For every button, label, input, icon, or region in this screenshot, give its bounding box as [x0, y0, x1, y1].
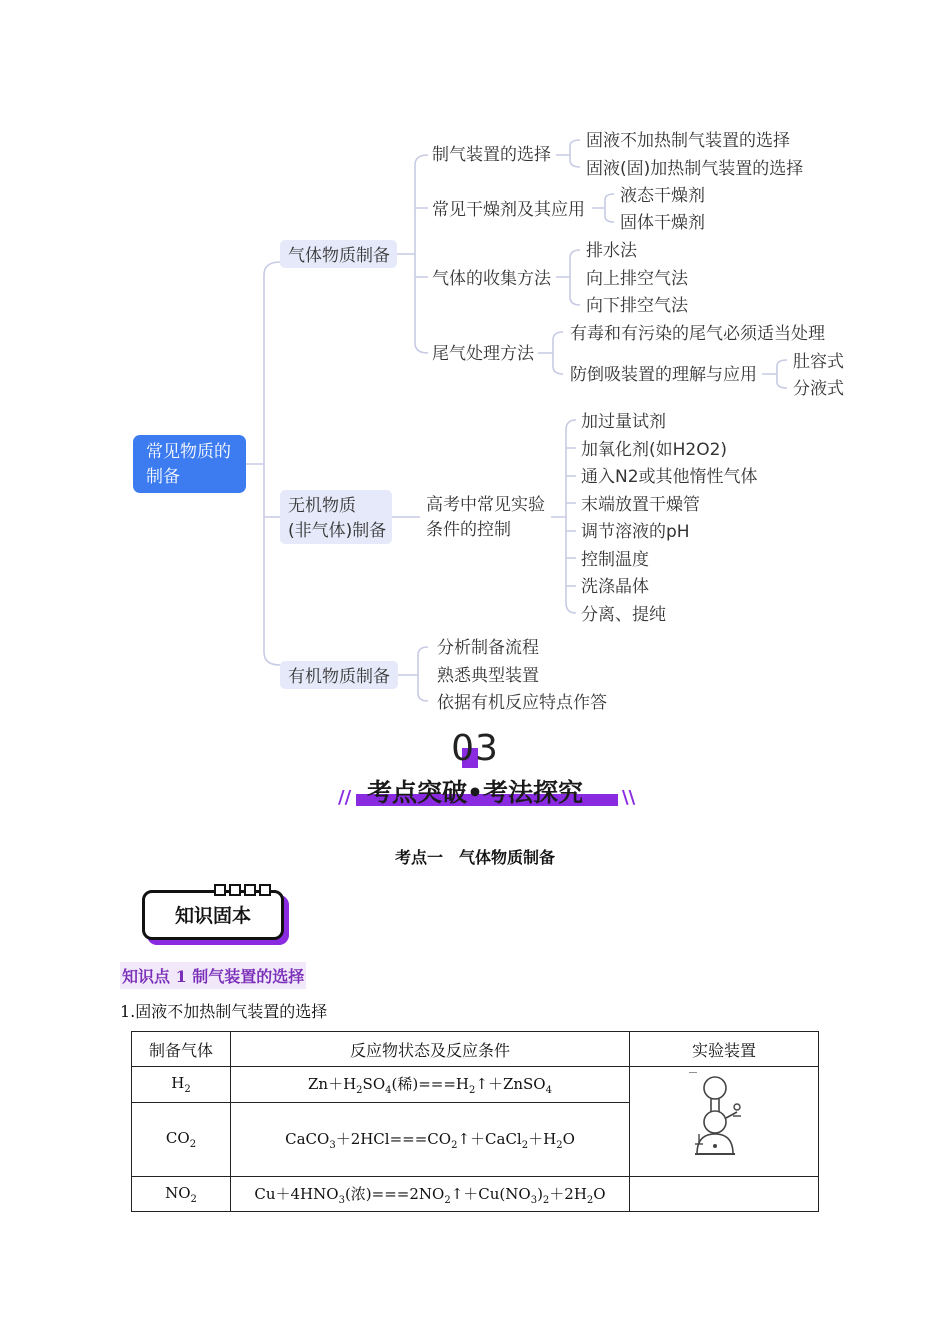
inorganic-item-3: 通入N2或其他惰性气体 [581, 467, 758, 487]
inorganic-item-8: 分离、提纯 [581, 605, 666, 625]
table-header-gas: 制备气体 [132, 1032, 231, 1067]
mindmap-root-line2: 制备 [146, 467, 180, 487]
inorganic-item-5: 调节溶液的pH [581, 522, 690, 542]
inorganic-item-7: 洗涤晶体 [581, 577, 649, 597]
branch-organic: 有机物质制备 [288, 667, 390, 687]
gas-collect: 气体的收集方法 [432, 269, 551, 289]
collect-item-1: 排水法 [586, 241, 637, 261]
device-item-1: 固液不加热制气装置的选择 [586, 131, 790, 151]
table-row [132, 1177, 819, 1212]
tail-sub-1: 肚容式 [793, 352, 844, 372]
device-item-2: 固液(固)加热制气装置的选择 [586, 159, 804, 179]
branch-inorganic-line2: (非气体)制备 [288, 521, 387, 541]
subheading: 考点一 气体物质制备 [394, 848, 555, 867]
collect-item-2: 向上排空气法 [586, 269, 688, 289]
inorganic-item-4: 末端放置干燥管 [581, 495, 700, 515]
cell-apparatus-empty [630, 1177, 819, 1212]
inorganic-child-line1: 高考中常见实验 [426, 495, 545, 515]
badge-dots [214, 884, 271, 896]
organic-item-1: 分析制备流程 [437, 638, 539, 658]
paragraph-1: 1.固液不加热制气装置的选择 [120, 1002, 328, 1021]
inorganic-item-2: 加氧化剂(如H2O2) [581, 440, 728, 460]
gas-tail: 尾气处理方法 [432, 344, 534, 364]
cell-apparatus [630, 1067, 819, 1177]
dryer-item-1: 液态干燥剂 [620, 186, 705, 206]
table-header-reaction: 反应物状态及反应条件 [231, 1032, 630, 1067]
inorganic-item-6: 控制温度 [581, 550, 649, 570]
knowledge-badge [142, 890, 284, 940]
cell-reaction-co2: $CaCO_3+2HCl===CO_2↑+CaCl_2+H_2O$ [231, 1103, 630, 1177]
organic-item-3: 依据有机反应特点作答 [437, 693, 607, 713]
table-row [132, 1067, 819, 1103]
cell-reaction-no2: $Cu+4HNO_3$(浓)$===2NO_2↑+Cu(NO_3)_2+2H_2O$ [231, 1177, 630, 1212]
collect-item-3: 向下排空气法 [586, 296, 688, 316]
branch-gas: 气体物质制备 [288, 246, 390, 266]
gas-preparation-table [131, 1031, 819, 1212]
mindmap-root-line1: 常见物质的 [146, 442, 231, 462]
gas-dryer: 常见干燥剂及其应用 [432, 200, 585, 220]
section-slash-right: \\ [622, 787, 636, 808]
section-number: 03 [451, 728, 499, 769]
tail-item-1: 有毒和有污染的尾气必须适当处理 [570, 324, 825, 344]
table-header-row [132, 1032, 819, 1067]
kipp-apparatus-image [689, 1072, 759, 1168]
knowledge-point-title: 知识点 1 制气装置的选择 [120, 962, 306, 989]
cell-reaction-h2: $Zn+H_2SO_4$(稀)$===H_2↑+ZnSO_4$ [231, 1067, 630, 1103]
section-title: 考点突破•考法探究 [367, 778, 583, 807]
tail-sub-2: 分液式 [793, 379, 844, 399]
cell-gas-no2: $NO_2$ [132, 1177, 231, 1212]
cell-gas-co2: $CO_2$ [132, 1103, 231, 1177]
tail-item-2: 防倒吸装置的理解与应用 [570, 365, 757, 385]
branch-inorganic-line1: 无机物质 [288, 496, 356, 516]
badge-text: 知识固本 [174, 905, 251, 927]
gas-device: 制气装置的选择 [432, 145, 551, 165]
cell-gas-h2: $H_2$ [132, 1067, 231, 1103]
inorganic-child-line2: 条件的控制 [426, 520, 511, 540]
dryer-item-2: 固体干燥剂 [620, 213, 705, 233]
organic-item-2: 熟悉典型装置 [437, 666, 539, 686]
table-header-device: 实验装置 [630, 1032, 819, 1067]
section-slash-left: // [338, 787, 352, 808]
inorganic-item-1: 加过量试剂 [581, 412, 666, 432]
